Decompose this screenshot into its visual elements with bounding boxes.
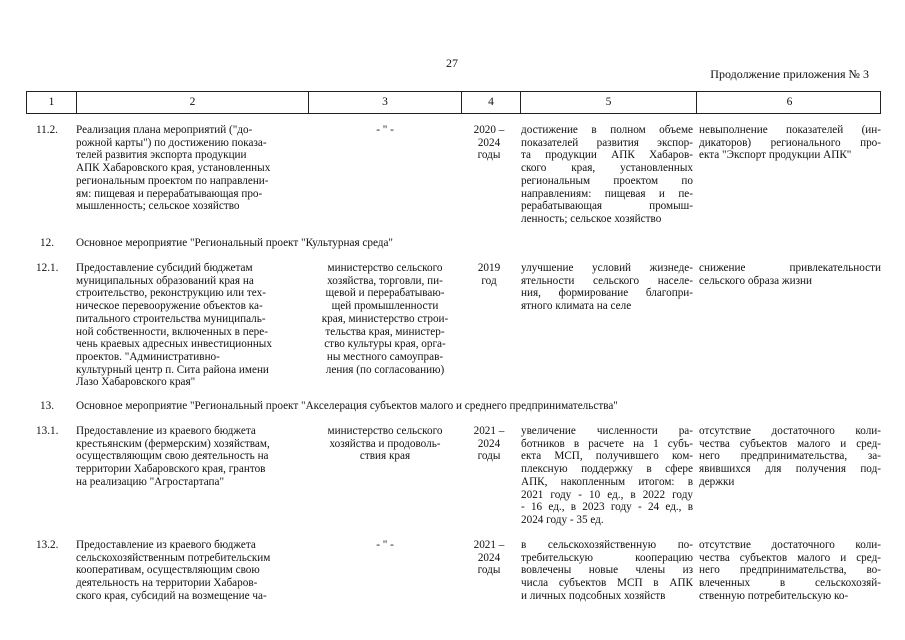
responsible-executor: [310, 539, 460, 552]
cell-line: региональным проектом по: [521, 174, 693, 187]
row-number: 13.1.: [36, 425, 59, 437]
cell-line: - " -: [376, 124, 394, 136]
cell-line: мышленность; сельское хозяйство: [76, 200, 240, 213]
cell-line: Предоставление субсидий бюджетам: [76, 262, 253, 274]
cell-line: ятного климата на селе: [521, 300, 632, 313]
cell-line: улучшение условий жизнеде-: [521, 262, 693, 274]
cell-line: питального строительства муниципаль-: [76, 312, 266, 325]
cell-line: осуществляющим свою деятельность на: [76, 450, 269, 463]
cell-line: 2024: [477, 437, 501, 450]
cell-line: строительство, реконструкцию или тех-: [76, 287, 266, 300]
cell-line: чества субъектов малого и сред-: [699, 437, 881, 450]
responsible-executor: [310, 425, 460, 463]
expected-result: [521, 124, 693, 226]
activity-name: [76, 262, 304, 389]
cell-line: Предоставление из краевого бюджета: [76, 425, 256, 437]
cell-line: ство культуры края, орга-: [324, 338, 446, 351]
implementation-period: [462, 262, 516, 287]
cell-line: тельства края, министер-: [325, 325, 445, 338]
section-title: Основное мероприятие "Региональный проект "Культурная среда": [76, 237, 393, 249]
cell-line: показателей развития экспор-: [521, 136, 693, 149]
appendix-continuation-label: Продолжение приложения № 3: [710, 67, 869, 81]
risks-description: [699, 539, 881, 603]
cell-line: хозяйства и продоволь-: [329, 437, 441, 450]
cell-line: вовлечены новые члены из: [521, 564, 693, 577]
cell-line: ленность; сельское хозяйство: [521, 212, 662, 225]
cell-line: отсутствие достаточного коли-: [699, 539, 881, 551]
cell-line: невыполнение показателей (ин-: [699, 124, 881, 136]
cell-line: ной собственности, включенных в пере-: [76, 325, 268, 338]
cell-line: ям: пищевая и перерабатывающая про-: [76, 187, 263, 200]
implementation-period: [462, 539, 516, 577]
cell-line: телей развития экспорта продукции: [76, 149, 247, 162]
cell-line: дикаторов) регионального про-: [699, 136, 881, 149]
cell-line: АПК, накопленным итогом: в: [521, 475, 693, 488]
cell-line: в сельскохозяйственную по-: [521, 539, 693, 551]
cell-line: - " -: [376, 539, 394, 551]
row-number: 13.2.: [36, 539, 59, 551]
cell-line: чень краевых адресных инвестиционных: [76, 338, 272, 351]
activity-name: [76, 124, 304, 213]
section-number: 12.: [40, 237, 54, 249]
cell-line: него предпринимательства, за-: [699, 450, 881, 463]
table-header-row: [26, 91, 881, 114]
cell-line: сельскохозяйственным потребительским: [76, 551, 271, 564]
cell-line: 2021 году - 10 ед., в 2022 году: [521, 488, 693, 501]
cell-line: региональным проектом по направлени-: [76, 174, 269, 187]
cell-line: достижение в полном объеме: [521, 124, 693, 136]
cell-line: проектов. "Административно-: [76, 350, 220, 363]
implementation-period: [462, 124, 516, 162]
cell-line: крестьянским (фермерским) хозяйствам,: [76, 437, 270, 450]
cell-line: годы: [477, 450, 501, 463]
cell-line: чества субъектов малого и сред-: [699, 551, 881, 564]
responsible-executor: [310, 124, 460, 137]
cell-line: 2024: [477, 136, 501, 149]
cell-line: увеличение численности ра-: [521, 425, 693, 437]
header-col-4: 4: [461, 92, 520, 113]
activity-name: [76, 539, 304, 603]
cell-line: хозяйства, торговли, пи-: [327, 274, 443, 287]
cell-line: годы: [477, 149, 501, 162]
risks-description: [699, 124, 881, 162]
cell-line: ятельности сельского населе-: [521, 274, 693, 287]
cell-line: ния, формирование благопри-: [521, 287, 693, 300]
cell-line: щевой и перерабатываю-: [325, 287, 445, 300]
cell-line: на реализацию "Агростартапа": [76, 475, 225, 488]
cell-line: ственную потребительскую ко-: [699, 589, 849, 602]
cell-line: числа субъектов МСП в АПК: [521, 577, 693, 590]
cell-line: 2019: [477, 262, 501, 274]
cell-line: Предоставление из краевого бюджета: [76, 539, 256, 551]
cell-line: плексную поддержку в сфере: [521, 463, 693, 476]
cell-line: щей промышленности: [331, 300, 439, 313]
cell-line: - 16 ед., в 2023 году - 24 ед., в: [521, 501, 693, 514]
cell-line: Реализация плана мероприятий ("до-: [76, 124, 253, 136]
cell-line: АПК Хабаровского края, установленных: [76, 162, 271, 175]
responsible-executor: [310, 262, 460, 376]
header-col-3: 3: [308, 92, 461, 113]
cell-line: 2024 году - 35 ед.: [521, 513, 604, 526]
cell-line: явившихся для получения под-: [699, 463, 881, 476]
expected-result: [521, 425, 693, 527]
cell-line: екта "Экспорт продукции АПК": [699, 149, 852, 162]
cell-line: него предпринимательства, во-: [699, 564, 881, 577]
expected-result: [521, 539, 693, 603]
cell-line: муниципальных образований края на: [76, 274, 254, 287]
cell-line: ления (по согласованию): [325, 363, 445, 376]
header-col-6: 6: [696, 92, 882, 113]
cell-line: влеченных в сельскохозяй-: [699, 577, 881, 590]
expected-result: [521, 262, 693, 313]
cell-line: ствия края: [359, 450, 411, 463]
cell-line: Лазо Хабаровского края": [76, 376, 196, 389]
cell-line: культурный центр п. Сита района имени: [76, 363, 269, 376]
cell-line: держки: [699, 475, 735, 488]
cell-line: годы: [477, 564, 501, 577]
cell-line: 2021 –: [473, 539, 505, 551]
header-col-5: 5: [520, 92, 696, 113]
implementation-period: [462, 425, 516, 463]
activity-name: [76, 425, 304, 489]
risks-description: [699, 262, 881, 287]
row-number: 11.2.: [36, 124, 58, 136]
cell-line: 2024: [477, 551, 501, 564]
cell-line: ского края, субсидий на возмещение ча-: [76, 589, 267, 602]
section-number: 13.: [40, 400, 54, 412]
cell-line: рожной карты") по достижению показа-: [76, 136, 267, 149]
cell-line: министерство сельского: [327, 262, 443, 274]
cell-line: ны местного самоуправ-: [326, 350, 444, 363]
cell-line: направлениям: пищевая и пе-: [521, 187, 693, 200]
cell-line: ботников в расчете на 1 субъ-: [521, 437, 693, 450]
cell-line: та продукции АПК Хабаров-: [521, 149, 693, 162]
cell-line: екта МСП, получившего ком-: [521, 450, 693, 463]
row-number: 12.1.: [36, 262, 59, 274]
cell-line: рерабатывающая промыш-: [521, 200, 693, 213]
cell-line: и личных подсобных хозяйств: [521, 589, 666, 602]
cell-line: ского края, установленных: [521, 162, 693, 175]
header-col-1: 1: [48, 96, 55, 108]
cell-line: деятельность на территории Хабаров-: [76, 577, 258, 590]
cell-line: 2020 –: [473, 124, 505, 136]
cell-line: кооперативам, осуществляющим свою: [76, 564, 260, 577]
cell-line: территории Хабаровского края, грантов: [76, 463, 266, 476]
risks-description: [699, 425, 881, 489]
cell-line: год: [481, 274, 497, 287]
cell-line: 2021 –: [473, 425, 505, 437]
cell-line: ническое перевооружение объектов ка-: [76, 300, 263, 313]
header-col-2: 2: [76, 92, 308, 113]
cell-line: снижение привлекательности: [699, 262, 881, 274]
section-title: Основное мероприятие "Региональный проект "Акселерация субъектов малого и среднего предпринимательства": [76, 400, 618, 412]
cell-line: требительскую кооперацию: [521, 551, 693, 564]
cell-line: края, министерство строи-: [321, 312, 449, 325]
cell-line: отсутствие достаточного коли-: [699, 425, 881, 437]
cell-line: министерство сельского: [327, 425, 443, 437]
cell-line: сельского образа жизни: [699, 274, 813, 287]
page-number: 27: [446, 56, 458, 70]
